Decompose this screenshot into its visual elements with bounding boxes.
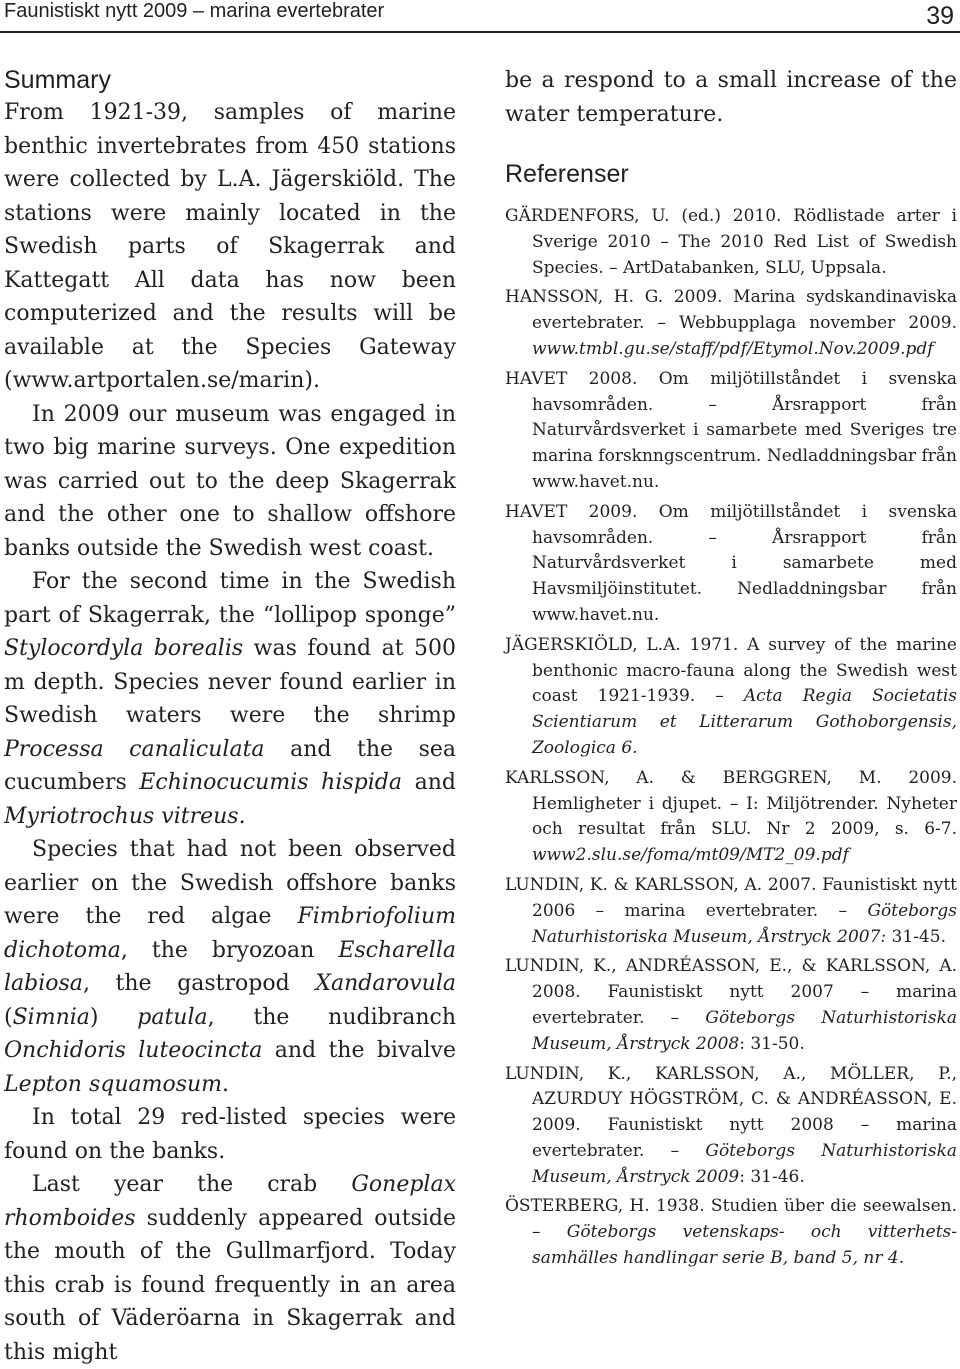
summary-paragraph-3: For the second time in the Swedish part of Skagerrak, the “lollipop sponge” Stylocordyla borealis was found at 500 m depth. Species never found earlier in Swedish waters were the shrimp Processa canaliculata and the sea cucumbers Echinocucumis hispida and Myriotrochus vitreus.	[4, 569, 456, 829]
reference-item: ÖSTERBERG, H. 1938. Studien über die seewalsen. – Göteborgs vetenskaps- och vitterhets-samhälles handlingar serie B, band 5, nr 4.	[505, 1196, 957, 1269]
reference-item: HANSSON, H. G. 2009. Marina sydskandinaviska evertebrater. – Webbupplaga november 2009. www.tmbl.gu.se/staff/pdf/Etymol.Nov.2009.pdf	[505, 287, 957, 359]
reference-item: KARLSSON, A. & BERGGREN, M. 2009. Hemligheter i djupet. – I: Miljötrender. Nyheter och resultat från SLU. Nr 2 2009, s. 6-7. www2.slu.se/foma/mt09/MT2_09.pdf	[505, 767, 957, 866]
reference-item: GÄRDENFORS, U. (ed.) 2010. Rödlistade arter i Sverige 2010 – The 2010 Red List of Swedish Species. – ArtDatabanken, SLU, Uppsala.	[505, 206, 957, 278]
summary-paragraph-1: From 1921-39, samples of marine benthic invertebrates from 450 stations were collected by L.A. Jägerskiöld. The stations were mainly located in the Swedish parts of Skagerrak and Kattegatt All data has now been computerized and the results will be available at the Species Gateway (www.artportalen.se/marin).	[4, 100, 456, 393]
summary-heading: Summary	[4, 66, 111, 94]
running-header-title: Faunistiskt nytt 2009 – marina evertebrater	[4, 0, 385, 22]
reference-item: LUNDIN, K., ANDRÉASSON, E., & KARLSSON, A. 2008. Faunistiskt nytt 2007 – marina evertebrater. – Göteborgs Naturhistoriska Museum, Årstryck 2008: 31-50.	[505, 956, 958, 1054]
summary-paragraph-6: Last year the crab Goneplax rhomboides suddenly appeared outside the mouth of the Gullmarfjord. Today this crab is found frequently in an area south of Väderöarna in Skagerrak and this might	[4, 1172, 456, 1365]
reference-item: HAVET 2009. Om miljötillståndet i svenska havsområden. – Årsrapport från Naturvårdsverket i samarbete med Havsmiljöinstitutet. Nedladdningsbar från www.havet.nu.	[505, 501, 957, 625]
summary-paragraph-5: In total 29 red-listed species were found on the banks.	[4, 1105, 456, 1164]
reference-list	[505, 204, 957, 1272]
reference-item: LUNDIN, K. & KARLSSON, A. 2007. Faunistiskt nytt 2006 – marina evertebrater. – Göteborgs Naturhistoriska Museum, Årstryck 2007: 31-45.	[505, 874, 957, 947]
left-column	[4, 64, 456, 1369]
summary-paragraph-2: In 2009 our museum was engaged in two big marine surveys. One expedition was carried out to the deep Skagerrak and the other one to shallow offshore banks outside the Swedish west coast.	[4, 401, 456, 561]
header-rule	[0, 31, 960, 33]
right-column	[505, 64, 957, 1276]
reference-item: JÄGERSKIÖLD, L.A. 1971. A survey of the marine benthonic macro-fauna along the Swedish west coast 1921-1939. – Acta Regia Societatis Scientiarum et Litterarum Gothoborgensis, Zoologica 6.	[505, 634, 957, 758]
summary-continuation: be a respond to a small increase of the water temperature.	[505, 68, 957, 127]
reference-item: HAVET 2008. Om miljötillståndet i svenska havsområden. – Årsrapport från Naturvårdsverket i samarbete med Sveriges tre marina forsknngscentrum. Nedladdningsbar från www.havet.nu.	[505, 368, 957, 492]
references-heading: Referenser	[505, 160, 629, 188]
reference-item: LUNDIN, K., KARLSSON, A., MÖLLER, P., AZURDUY HÖGSTRÖM, C. & ANDRÉASSON, E. 2009. Faunistiskt nytt 2008 – marina evertebrater. – Göteborgs Naturhistoriska Museum, Årstryck 2009: 31-46.	[505, 1063, 958, 1187]
summary-paragraph-4: Species that had not been observed earlier on the Swedish offshore banks were the red algae Fimbriofolium dichotoma, the bryozoan Escharella labiosa, the gastropod Xandarovula (Simnia) patula, the nudibranch Onchidoris luteocincta and the bivalve Lepton squamosum.	[4, 837, 457, 1097]
page-number: 39	[926, 2, 954, 30]
